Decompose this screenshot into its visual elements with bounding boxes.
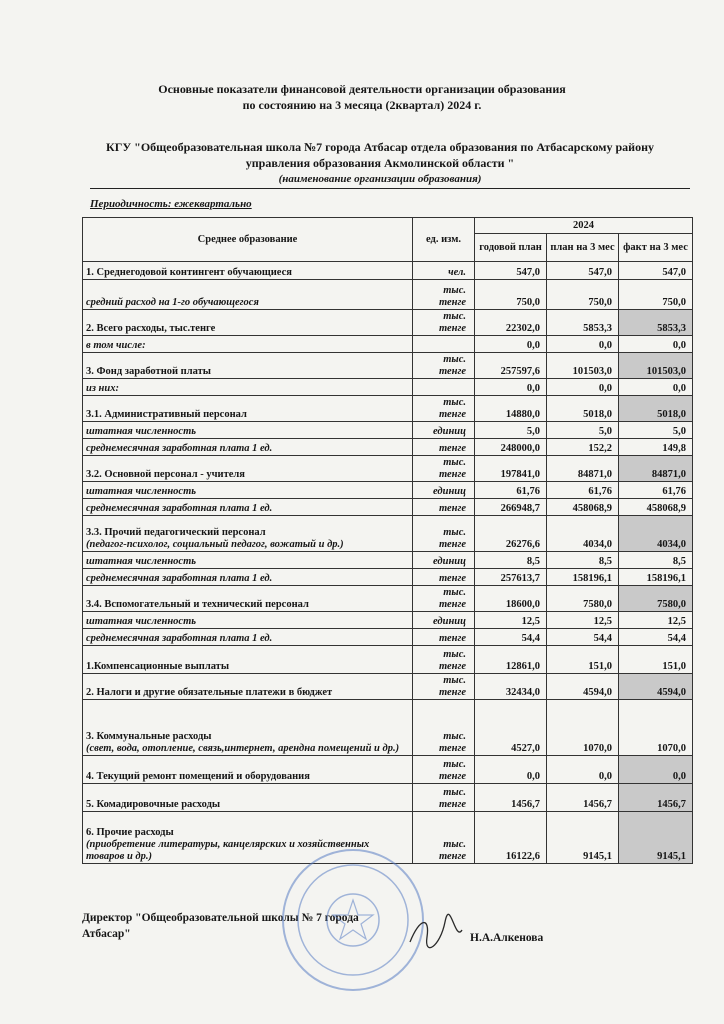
row-name xyxy=(83,552,413,569)
table-row xyxy=(83,499,693,516)
value-fact-3m: 547,0 xyxy=(619,262,693,280)
director-title-line2: Атбасар" xyxy=(82,928,131,940)
value-fact-3m: 7580,0 xyxy=(619,586,693,612)
value-plan-year: 0,0 xyxy=(475,379,547,396)
table-row xyxy=(83,379,693,396)
row-unit: тыс. тенге xyxy=(413,674,475,700)
table-body xyxy=(83,262,693,864)
value-fact-3m: 9145,1 xyxy=(619,812,693,864)
value-plan-3m: 4034,0 xyxy=(547,516,619,552)
row-name xyxy=(83,612,413,629)
table-row xyxy=(83,396,693,422)
value-plan-3m: 5018,0 xyxy=(547,396,619,422)
row-unit: тыс. тенге xyxy=(413,456,475,482)
value-fact-3m: 149,8 xyxy=(619,439,693,456)
value-fact-3m: 5018,0 xyxy=(619,396,693,422)
row-name-text: 3.3. Прочий педагогический персонал xyxy=(86,527,266,538)
value-plan-year: 248000,0 xyxy=(475,439,547,456)
row-name xyxy=(83,456,413,482)
director-title-line1: Директор "Общеобразовательной школы № 7 города xyxy=(82,912,359,924)
header-year: 2024 xyxy=(475,218,693,234)
row-name xyxy=(83,422,413,439)
row-unit: единиц xyxy=(413,612,475,629)
header-plan-3m: план на 3 мес xyxy=(547,234,619,262)
row-name xyxy=(83,280,413,310)
value-plan-year: 547,0 xyxy=(475,262,547,280)
row-name xyxy=(83,516,413,552)
row-name-text: 1.Компенсационные выплаты xyxy=(86,661,230,672)
document-title-line2: по состоянию на 3 месяца (2квартал) 2024 г. xyxy=(242,98,482,112)
value-plan-3m: 61,76 xyxy=(547,482,619,499)
row-name xyxy=(83,784,413,812)
row-name-text: штатная численность xyxy=(86,556,197,567)
row-unit: тенге xyxy=(413,569,475,586)
value-plan-year: 26276,6 xyxy=(475,516,547,552)
row-unit: тенге xyxy=(413,629,475,646)
row-name-text: 2. Налоги и другие обязательные платежи в бюджет xyxy=(86,687,333,698)
table-row xyxy=(83,439,693,456)
signature-icon xyxy=(405,912,465,952)
value-fact-3m: 101503,0 xyxy=(619,353,693,379)
value-fact-3m: 151,0 xyxy=(619,646,693,674)
value-plan-3m: 458068,9 xyxy=(547,499,619,516)
row-name-text: 4. Текущий ремонт помещений и оборудования xyxy=(86,771,310,782)
row-name-text: 3.1. Административный персонал xyxy=(86,409,247,420)
organization-caption: (наименование организации образования) xyxy=(278,173,482,185)
value-fact-3m: 158196,1 xyxy=(619,569,693,586)
table-row xyxy=(83,612,693,629)
value-plan-year: 12861,0 xyxy=(475,646,547,674)
row-unit: тыс. тенге xyxy=(413,396,475,422)
row-name-text: штатная численность xyxy=(86,616,197,627)
header-col-name: Среднее образование xyxy=(83,218,413,262)
value-plan-year: 54,4 xyxy=(475,629,547,646)
table-row xyxy=(83,280,693,310)
row-name-note: (свет, вода, отопление, связь,интернет, арендна помещений и др.) xyxy=(86,743,400,754)
row-unit: тыс. тенге xyxy=(413,784,475,812)
value-plan-year: 8,5 xyxy=(475,552,547,569)
value-plan-year: 5,0 xyxy=(475,422,547,439)
table-row xyxy=(83,482,693,499)
row-unit: тенге xyxy=(413,499,475,516)
value-fact-3m: 5853,3 xyxy=(619,310,693,336)
row-name-text: 3. Коммунальные расходы xyxy=(86,731,212,742)
value-plan-year: 4527,0 xyxy=(475,700,547,756)
row-unit: тыс. тенге xyxy=(413,700,475,756)
table-row xyxy=(83,353,693,379)
row-unit: тыс. тенге xyxy=(413,586,475,612)
row-name xyxy=(83,629,413,646)
row-name xyxy=(83,396,413,422)
organization-name: КГУ "Общеобразовательная школа №7 города Атбасар отдела образования по Атбасарскому району управления образования Акмолинской области " xyxy=(106,140,654,170)
row-name-text: 3.4. Вспомогательный и технический персонал xyxy=(86,599,309,610)
row-unit: тыс. тенге xyxy=(413,516,475,552)
header-plan-year: годовой план xyxy=(475,234,547,262)
row-name xyxy=(83,586,413,612)
row-name xyxy=(83,674,413,700)
row-name-text: 1. Среднегодовой контингент обучающиеся xyxy=(86,267,292,278)
row-name-text: 3.2. Основной персонал - учителя xyxy=(86,469,245,480)
table-row xyxy=(83,569,693,586)
value-plan-year: 16122,6 xyxy=(475,812,547,864)
row-name xyxy=(83,310,413,336)
row-unit: тыс. тенге xyxy=(413,353,475,379)
table-row xyxy=(83,262,693,280)
value-plan-year: 197841,0 xyxy=(475,456,547,482)
row-name-text: в том числе: xyxy=(86,340,146,351)
value-fact-3m: 1070,0 xyxy=(619,700,693,756)
table-row xyxy=(83,646,693,674)
financial-table xyxy=(82,217,693,864)
value-fact-3m: 54,4 xyxy=(619,629,693,646)
table-row xyxy=(83,516,693,552)
value-fact-3m: 12,5 xyxy=(619,612,693,629)
value-fact-3m: 8,5 xyxy=(619,552,693,569)
row-name-text: 6. Прочие расходы xyxy=(86,827,174,838)
value-fact-3m: 0,0 xyxy=(619,756,693,784)
table-row xyxy=(83,422,693,439)
row-unit: единиц xyxy=(413,482,475,499)
table-row xyxy=(83,456,693,482)
row-name xyxy=(83,262,413,280)
value-fact-3m: 1456,7 xyxy=(619,784,693,812)
value-plan-3m: 0,0 xyxy=(547,756,619,784)
organization-underline xyxy=(90,188,690,189)
document-title-line1: Основные показатели финансовой деятельности организации образования xyxy=(158,82,566,96)
value-plan-year: 32434,0 xyxy=(475,674,547,700)
row-unit: тыс. тенге xyxy=(413,812,475,864)
row-unit: тыс. тенге xyxy=(413,756,475,784)
value-plan-year: 257597,6 xyxy=(475,353,547,379)
value-plan-3m: 54,4 xyxy=(547,629,619,646)
row-unit: тенге xyxy=(413,439,475,456)
value-plan-year: 1456,7 xyxy=(475,784,547,812)
table-row xyxy=(83,700,693,756)
row-name xyxy=(83,499,413,516)
row-name xyxy=(83,353,413,379)
table-row xyxy=(83,629,693,646)
row-name-text: 5. Комадировочные расходы xyxy=(86,799,221,810)
value-plan-3m: 1456,7 xyxy=(547,784,619,812)
row-name xyxy=(83,756,413,784)
header-fact-3m: факт на 3 мес xyxy=(619,234,693,262)
value-plan-year: 22302,0 xyxy=(475,310,547,336)
value-fact-3m: 0,0 xyxy=(619,379,693,396)
value-plan-year: 12,5 xyxy=(475,612,547,629)
value-plan-3m: 1070,0 xyxy=(547,700,619,756)
row-name xyxy=(83,336,413,353)
row-name xyxy=(83,646,413,674)
row-name-text: штатная численность xyxy=(86,426,197,437)
periodicity-label: Периодичность: ежеквартально xyxy=(90,198,252,210)
row-name-text: среднемесячная заработная плата 1 ед. xyxy=(86,503,273,514)
value-fact-3m: 750,0 xyxy=(619,280,693,310)
value-fact-3m: 458068,9 xyxy=(619,499,693,516)
value-plan-year: 750,0 xyxy=(475,280,547,310)
value-fact-3m: 0,0 xyxy=(619,336,693,353)
value-plan-year: 257613,7 xyxy=(475,569,547,586)
value-fact-3m: 4594,0 xyxy=(619,674,693,700)
table-row xyxy=(83,552,693,569)
row-name-note: (приобретение литературы, канцелярских и хозяйственных товаров и др.) xyxy=(86,839,370,862)
row-unit: единиц xyxy=(413,422,475,439)
value-plan-3m: 5,0 xyxy=(547,422,619,439)
row-unit xyxy=(413,336,475,353)
row-name-text: штатная численность xyxy=(86,486,197,497)
row-name xyxy=(83,569,413,586)
value-plan-3m: 158196,1 xyxy=(547,569,619,586)
value-plan-3m: 152,2 xyxy=(547,439,619,456)
row-name-text: 3. Фонд заработной платы xyxy=(86,366,211,377)
row-unit: тыс. тенге xyxy=(413,310,475,336)
table-row xyxy=(83,756,693,784)
value-fact-3m: 61,76 xyxy=(619,482,693,499)
value-plan-year: 266948,7 xyxy=(475,499,547,516)
row-name xyxy=(83,482,413,499)
value-plan-3m: 5853,3 xyxy=(547,310,619,336)
value-plan-year: 0,0 xyxy=(475,336,547,353)
header-col-unit: ед. изм. xyxy=(413,218,475,262)
row-name-text: 2. Всего расходы, тыс.тенге xyxy=(86,323,216,334)
value-plan-3m: 101503,0 xyxy=(547,353,619,379)
row-unit: тыс. тенге xyxy=(413,646,475,674)
value-plan-3m: 151,0 xyxy=(547,646,619,674)
row-unit: единиц xyxy=(413,552,475,569)
row-unit: тыс. тенге xyxy=(413,280,475,310)
table-row xyxy=(83,586,693,612)
value-plan-year: 18600,0 xyxy=(475,586,547,612)
row-name xyxy=(83,379,413,396)
table-row xyxy=(83,784,693,812)
table-row xyxy=(83,310,693,336)
signer-name: Н.А.Алкенова xyxy=(470,932,544,944)
value-plan-3m: 0,0 xyxy=(547,336,619,353)
row-name xyxy=(83,700,413,756)
value-plan-year: 61,76 xyxy=(475,482,547,499)
value-fact-3m: 84871,0 xyxy=(619,456,693,482)
value-plan-3m: 750,0 xyxy=(547,280,619,310)
value-plan-year: 14880,0 xyxy=(475,396,547,422)
row-unit xyxy=(413,379,475,396)
row-unit: чел. xyxy=(413,262,475,280)
value-plan-3m: 12,5 xyxy=(547,612,619,629)
value-fact-3m: 5,0 xyxy=(619,422,693,439)
value-plan-3m: 4594,0 xyxy=(547,674,619,700)
table-row xyxy=(83,336,693,353)
value-plan-3m: 7580,0 xyxy=(547,586,619,612)
row-name xyxy=(83,439,413,456)
row-name-text: среднемесячная заработная плата 1 ед. xyxy=(86,443,273,454)
value-plan-3m: 0,0 xyxy=(547,379,619,396)
value-fact-3m: 4034,0 xyxy=(619,516,693,552)
row-name-text: среднемесячная заработная плата 1 ед. xyxy=(86,573,273,584)
row-name-text: среднемесячная заработная плата 1 ед. xyxy=(86,633,273,644)
row-name-text: средний расход на 1-го обучающегося xyxy=(86,297,259,308)
value-plan-year: 0,0 xyxy=(475,756,547,784)
value-plan-3m: 8,5 xyxy=(547,552,619,569)
value-plan-3m: 9145,1 xyxy=(547,812,619,864)
value-plan-3m: 547,0 xyxy=(547,262,619,280)
value-plan-3m: 84871,0 xyxy=(547,456,619,482)
row-name-text: из них: xyxy=(86,383,119,394)
row-name-note: (педагог-психолог, социальный педагог, вожатый и др.) xyxy=(86,539,344,550)
table-row xyxy=(83,674,693,700)
